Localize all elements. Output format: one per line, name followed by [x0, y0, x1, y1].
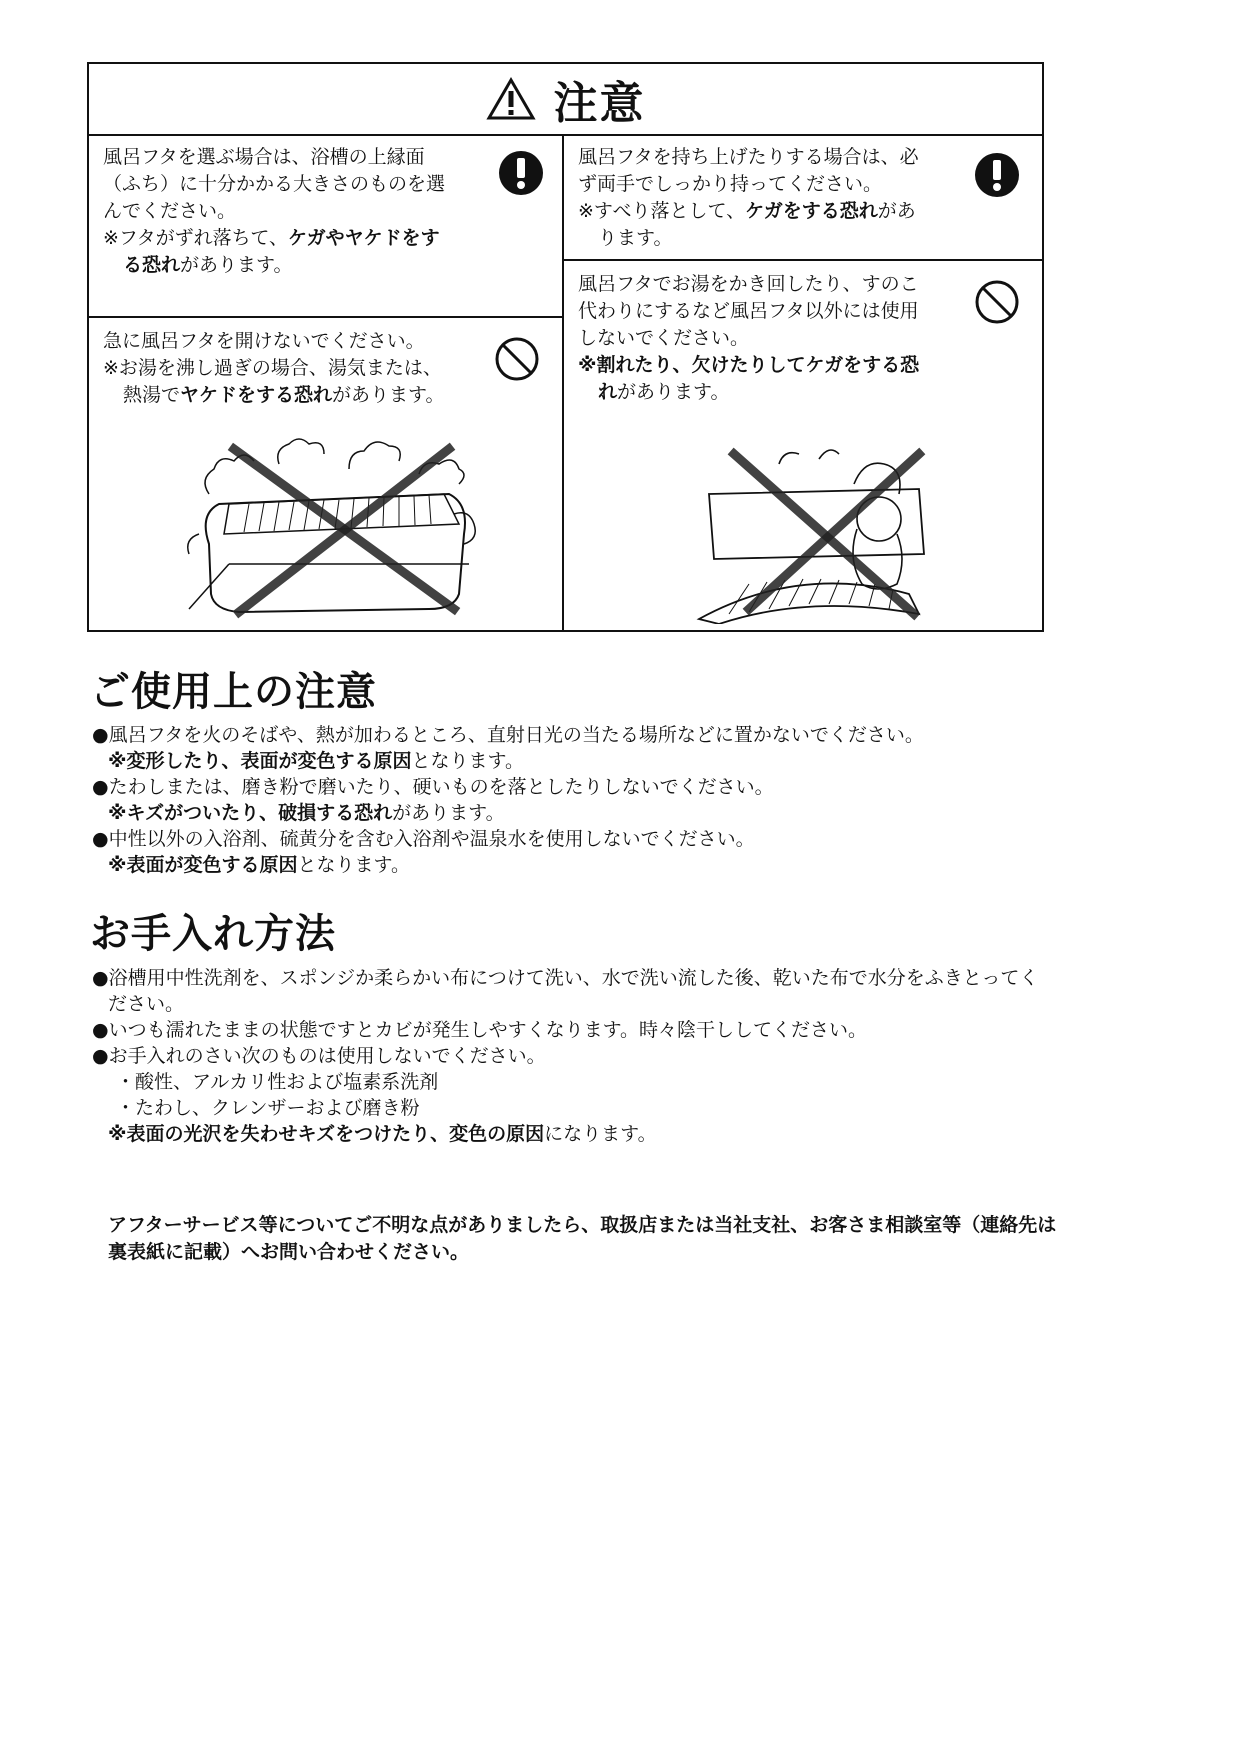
list-item: ●お手入れのさい次のものは使用しないでください。 [92, 1045, 546, 1067]
warning-triangle-icon [486, 77, 536, 121]
caution-cell-lift-lid [564, 134, 1044, 259]
caution-grid [89, 134, 1042, 630]
caution-text: 急に風呂フタを開けないでください。 [103, 330, 425, 352]
usage-section-title: ご使用上の注意 [90, 669, 377, 715]
caution-note: ※割れたり、欠けたりしてケガをする恐れがあります。 [578, 354, 920, 403]
list-subitem: ・たわし、クレンザーおよび磨き粉 [116, 1097, 420, 1119]
caution-title: 注意 [553, 78, 646, 129]
list-item-note: ※表面が変色する原因となります。 [108, 854, 410, 876]
caution-text: 風呂フタを選ぶ場合は、浴槽の上縁面（ふち）に十分かかる大きさのものを選んでください。 [103, 146, 446, 222]
caution-note: ※お湯を沸し過ぎの場合、湯気または、熱湯でヤケドをする恐れがあります。 [103, 357, 445, 406]
lid-misuse-illustration [659, 434, 979, 624]
list-item-note: ※変形したり、表面が変色する原因となります。 [108, 750, 524, 772]
mandatory-exclamation-icon [974, 152, 1020, 198]
care-section-title: お手入れ方法 [90, 911, 336, 957]
prohibition-icon [494, 336, 540, 382]
list-item: ●中性以外の入浴剤、硫黄分を含む入浴剤や温泉水を使用しないでください。 [92, 828, 755, 850]
list-item: ●たわしまたは、磨き粉で磨いたり、硬いものを落としたりしないでください。 [92, 776, 774, 798]
list-item-note: ※表面の光沢を失わせキズをつけたり、変色の原因になります。 [108, 1123, 657, 1145]
steam-bathtub-illustration [169, 434, 499, 624]
after-service-notice: アフターサービス等についてご不明な点がありましたら、取扱店または当社支社、お客さま相談室等（連絡先は裏表紙に記載）へお問い合わせください。 [108, 1214, 1057, 1263]
caution-header [89, 64, 1042, 136]
mandatory-exclamation-icon [498, 150, 544, 196]
care-list [92, 965, 1052, 1147]
list-subitem: ・酸性、アルカリ性および塩素系洗剤 [116, 1071, 439, 1093]
caution-cell-lid-size [89, 134, 562, 316]
caution-text: 風呂フタを持ち上げたりする場合は、必ず両手でしっかり持ってください。 [578, 146, 919, 195]
prohibition-icon [974, 279, 1020, 325]
list-item: ●浴槽用中性洗剤を、スポンジか柔らかい布につけて洗い、水で洗い流した後、乾いた布で水分をふきとってください。 [92, 967, 1039, 1015]
caution-box [87, 62, 1044, 632]
list-item: ●いつも濡れたままの状態ですとカビが発生しやすくなります。時々陰干ししてください。 [92, 1019, 868, 1041]
usage-list [92, 722, 1052, 878]
caution-text: 風呂フタでお湯をかき回したり、すのこ代わりにするなど風呂フタ以外には使用しないでください。 [578, 273, 919, 349]
caution-note: ※フタがずれ落ちて、ケガやヤケドをする恐れがあります。 [103, 227, 440, 276]
list-item: ●風呂フタを火のそばや、熱が加わるところ、直射日光の当たる場所などに置かないでください。 [92, 724, 924, 746]
caution-note: ※すべり落として、ケガをする恐れがあります。 [578, 200, 916, 249]
list-item-note: ※キズがついたり、破損する恐れがあります。 [108, 802, 505, 824]
